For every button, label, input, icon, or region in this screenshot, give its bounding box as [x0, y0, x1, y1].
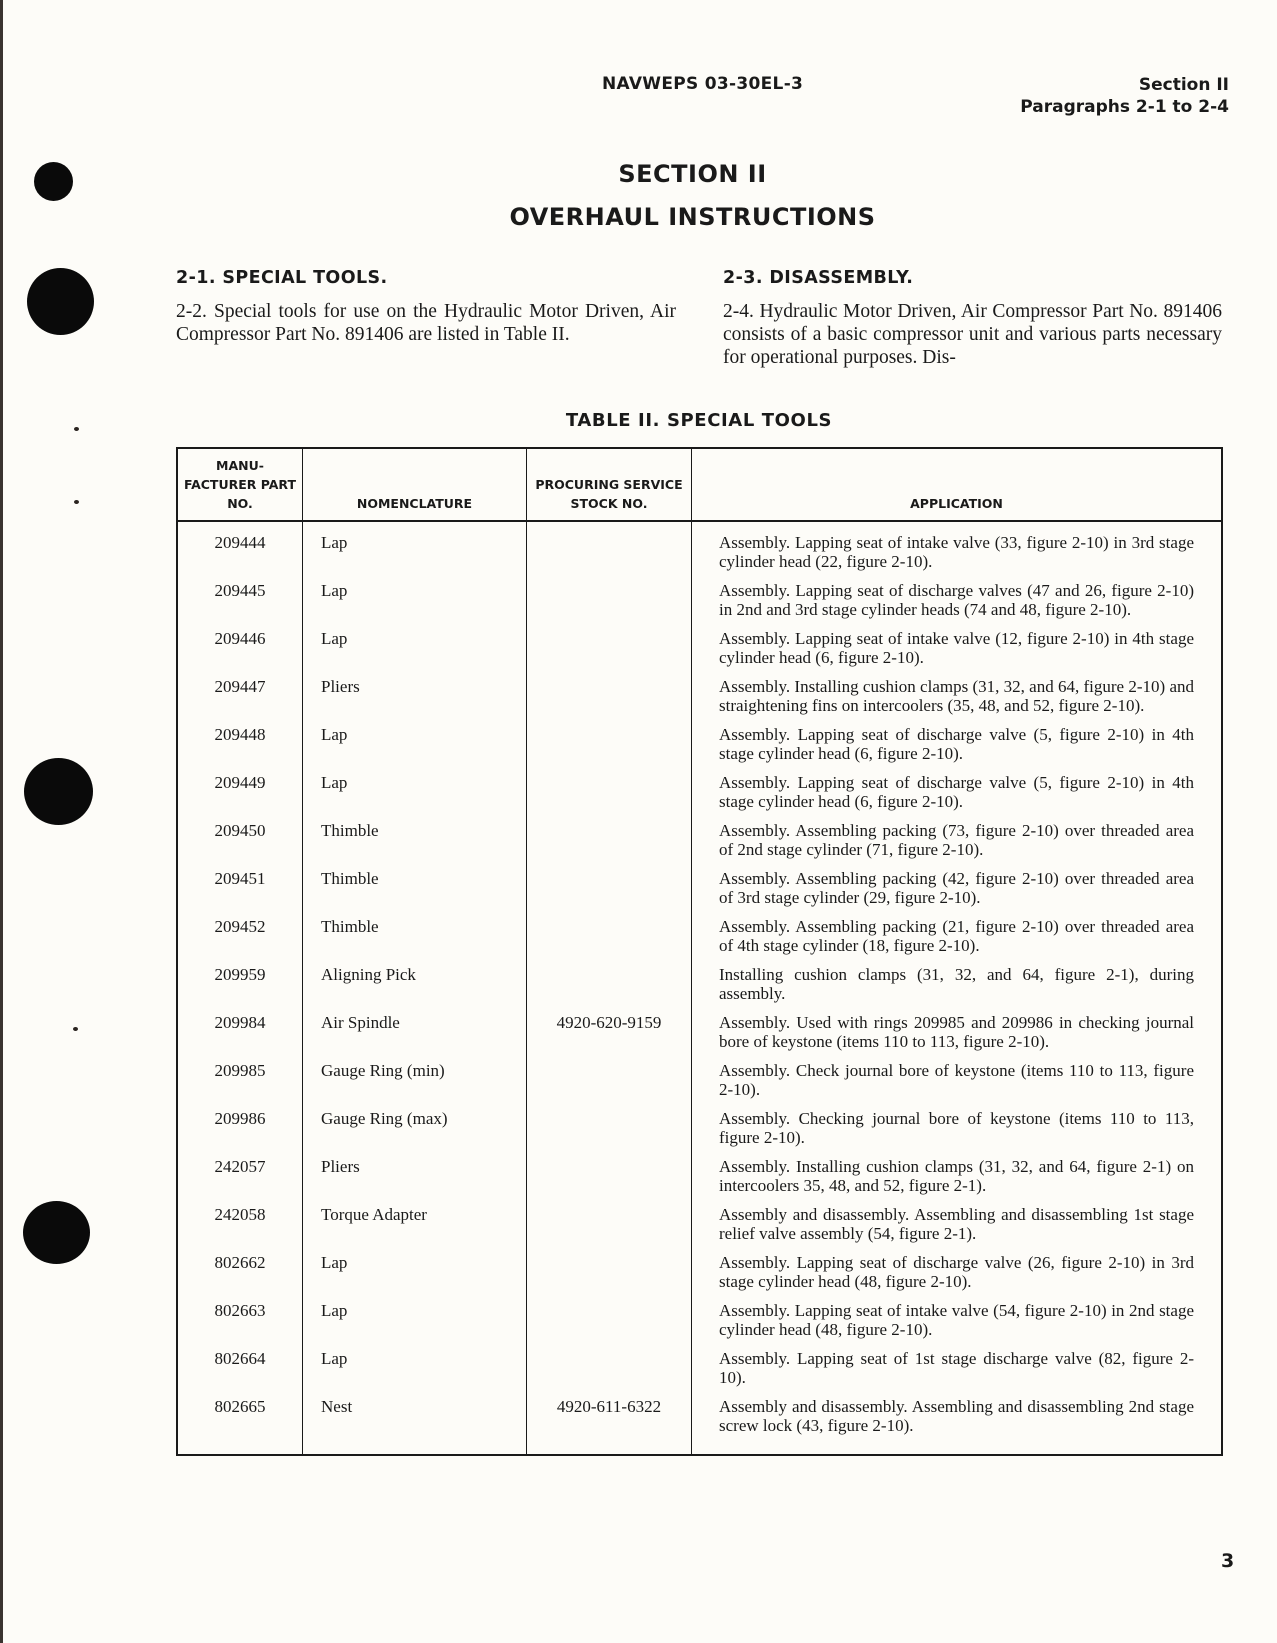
table-row [177, 966, 1222, 1014]
stock-number-cell [527, 870, 692, 918]
stock-number-cell [527, 726, 692, 774]
table-row [177, 521, 1222, 582]
part-number-cell: 209452 [214, 917, 266, 936]
nomenclature-cell: Gauge Ring (max) [303, 1110, 527, 1158]
application-cell: Assembly. Check journal bore of keystone (items 110 to 113, figure 2-10). [692, 1062, 1223, 1110]
nomenclature-cell: Gauge Ring (min) [303, 1062, 527, 1110]
application-cell: Assembly. Assembling packing (73, figure 2-10) over threaded area of 2nd stage cylinder (71, figure 2-10). [692, 822, 1223, 870]
paragraph-2-4: 2-4. Hydraulic Motor Driven, Air Compressor Part No. 891406 consists of a basic compressor unit and various parts necessary for operational purposes. Dis- [723, 301, 1222, 368]
stock-number-cell [527, 918, 692, 966]
part-number-cell: 209451 [214, 869, 266, 888]
column-header-stock-no: PROCURING SERVICE STOCK NO. [527, 448, 692, 521]
nomenclature-cell: Nest [303, 1398, 527, 1455]
table-row [177, 1302, 1222, 1350]
stock-number-cell [527, 822, 692, 870]
stock-number-cell: 4920-611-6322 [527, 1398, 692, 1455]
binder-mark-icon [74, 427, 79, 431]
section-reference [1020, 74, 1229, 118]
stock-number-cell [527, 521, 692, 582]
part-number-cell: 802665 [214, 1397, 266, 1416]
nomenclature-cell: Lap [303, 1254, 527, 1302]
table-row [177, 1110, 1222, 1158]
part-number-cell: 242058 [214, 1205, 266, 1224]
binder-hole-icon [23, 1201, 90, 1264]
stock-number-cell [527, 966, 692, 1014]
table-row [177, 774, 1222, 822]
part-number-cell: 209985 [214, 1061, 266, 1080]
table-row [177, 1398, 1222, 1455]
binder-hole-icon [27, 268, 94, 335]
application-cell: Assembly. Assembling packing (21, figure 2-10) over threaded area of 4th stage cylinder (18, figure 2-10). [692, 918, 1223, 966]
nomenclature-cell: Lap [303, 582, 527, 630]
part-number-cell: 209448 [214, 725, 266, 744]
heading-disassembly: 2-3. DISASSEMBLY. [723, 268, 914, 288]
stock-number-cell [527, 1110, 692, 1158]
document-number: NAVWEPS 03-30EL-3 [602, 74, 804, 94]
part-number-cell: 242057 [214, 1157, 266, 1176]
part-number-cell: 802662 [214, 1253, 266, 1272]
nomenclature-cell: Lap [303, 1302, 527, 1350]
application-cell: Assembly. Lapping seat of intake valve (33, figure 2-10) in 3rd stage cylinder head (22, figure 2-10). [692, 521, 1223, 582]
table-row [177, 1206, 1222, 1254]
table-row [177, 726, 1222, 774]
application-cell: Assembly. Lapping seat of intake valve (12, figure 2-10) in 4th stage cylinder head (6, figure 2-10). [692, 630, 1223, 678]
stock-number-cell: 4920-620-9159 [527, 1014, 692, 1062]
table-row [177, 678, 1222, 726]
nomenclature-cell: Thimble [303, 918, 527, 966]
table-row [177, 1158, 1222, 1206]
stock-number-cell [527, 1350, 692, 1398]
nomenclature-cell: Lap [303, 1350, 527, 1398]
section-ref-label: Section II [1138, 75, 1229, 95]
stock-number-cell [527, 1062, 692, 1110]
application-cell: Assembly and disassembly. Assembling and disassembling 2nd stage screw lock (43, figure 2-10). [692, 1398, 1223, 1455]
part-number-cell: 802663 [214, 1301, 266, 1320]
part-number-cell: 209447 [214, 677, 266, 696]
application-cell: Assembly. Lapping seat of 1st stage discharge valve (82, figure 2-10). [692, 1350, 1223, 1398]
application-cell: Assembly and disassembly. Assembling and disassembling 1st stage relief valve assembly (54, figure 2-1). [692, 1206, 1223, 1254]
nomenclature-cell: Pliers [303, 678, 527, 726]
part-number-cell: 209446 [214, 629, 266, 648]
table-row [177, 822, 1222, 870]
column-header-part-no: MANU- FACTURER PART NO. [177, 448, 303, 521]
section-number: SECTION II [618, 160, 767, 188]
part-number-cell: 209984 [214, 1013, 266, 1032]
stock-number-cell [527, 774, 692, 822]
nomenclature-cell: Lap [303, 630, 527, 678]
special-tools-table [176, 447, 1223, 1456]
stock-number-cell [527, 1206, 692, 1254]
application-cell: Assembly. Installing cushion clamps (31, 32, and 64, figure 2-1) on intercoolers 35, 48, and 52, figure 2-1). [692, 1158, 1223, 1206]
stock-number-cell [527, 678, 692, 726]
table-header-row [177, 448, 1222, 521]
paragraph-ref-label: Paragraphs 2-1 to 2-4 [1020, 97, 1229, 117]
column-header-nomenclature: NOMENCLATURE [303, 448, 527, 521]
part-number-cell: 209450 [214, 821, 266, 840]
part-number-cell: 802664 [214, 1349, 266, 1368]
nomenclature-cell: Lap [303, 774, 527, 822]
table-row [177, 918, 1222, 966]
nomenclature-cell: Lap [303, 726, 527, 774]
table-row [177, 630, 1222, 678]
application-cell: Assembly. Checking journal bore of keystone (items 110 to 113, figure 2-10). [692, 1110, 1223, 1158]
paragraph-2-2: 2-2. Special tools for use on the Hydraulic Motor Driven, Air Compressor Part No. 891406 are listed in Table II. [176, 301, 676, 345]
part-number-cell: 209444 [214, 533, 266, 552]
part-number-cell: 209449 [214, 773, 266, 792]
application-cell: Assembly. Lapping seat of intake valve (54, figure 2-10) in 2nd stage cylinder head (48, figure 2-10). [692, 1302, 1223, 1350]
table-title: TABLE II. SPECIAL TOOLS [565, 410, 833, 431]
part-number-cell: 209986 [214, 1109, 266, 1128]
binder-mark-icon [73, 1027, 78, 1031]
application-cell: Assembly. Lapping seat of discharge valves (47 and 26, figure 2-10) in 2nd and 3rd stage cylinder heads (74 and 48, figure 2-10). [692, 582, 1223, 630]
stock-number-cell [527, 1302, 692, 1350]
table-row [177, 1014, 1222, 1062]
stock-number-cell [527, 1254, 692, 1302]
nomenclature-cell: Aligning Pick [303, 966, 527, 1014]
application-cell: Assembly. Lapping seat of discharge valve (5, figure 2-10) in 4th stage cylinder head (6, figure 2-10). [692, 726, 1223, 774]
part-number-cell: 209445 [214, 581, 266, 600]
table-row [177, 1254, 1222, 1302]
nomenclature-cell: Thimble [303, 822, 527, 870]
page-edge [0, 0, 3, 1643]
section-title: OVERHAUL INSTRUCTIONS [509, 203, 876, 231]
application-cell: Assembly. Used with rings 209985 and 209986 in checking journal bore of keystone (items 110 to 113, figure 2-10). [692, 1014, 1223, 1062]
stock-number-cell [527, 1158, 692, 1206]
stock-number-cell [527, 582, 692, 630]
page-number: 3 [1221, 1550, 1235, 1572]
nomenclature-cell: Air Spindle [303, 1014, 527, 1062]
application-cell: Assembly. Installing cushion clamps (31, 32, and 64, figure 2-10) and straightening fins on intercoolers (35, 48, and 52, figure 2-10). [692, 678, 1223, 726]
binder-hole-icon [24, 758, 93, 825]
table-row [177, 1350, 1222, 1398]
part-number-cell: 209959 [214, 965, 266, 984]
application-cell: Assembly. Lapping seat of discharge valve (26, figure 2-10) in 3rd stage cylinder head (48, figure 2-10). [692, 1254, 1223, 1302]
table-row [177, 870, 1222, 918]
table-row [177, 1062, 1222, 1110]
nomenclature-cell: Lap [303, 521, 527, 582]
application-cell: Installing cushion clamps (31, 32, and 64, figure 2-1), during assembly. [692, 966, 1223, 1014]
stock-number-cell [527, 630, 692, 678]
nomenclature-cell: Pliers [303, 1158, 527, 1206]
column-header-application: APPLICATION [692, 448, 1223, 521]
application-cell: Assembly. Lapping seat of discharge valve (5, figure 2-10) in 4th stage cylinder head (6, figure 2-10). [692, 774, 1223, 822]
table-row [177, 582, 1222, 630]
heading-special-tools: 2-1. SPECIAL TOOLS. [176, 268, 388, 288]
nomenclature-cell: Torque Adapter [303, 1206, 527, 1254]
application-cell: Assembly. Assembling packing (42, figure 2-10) over threaded area of 3rd stage cylinder (29, figure 2-10). [692, 870, 1223, 918]
binder-mark-icon [74, 500, 79, 504]
nomenclature-cell: Thimble [303, 870, 527, 918]
